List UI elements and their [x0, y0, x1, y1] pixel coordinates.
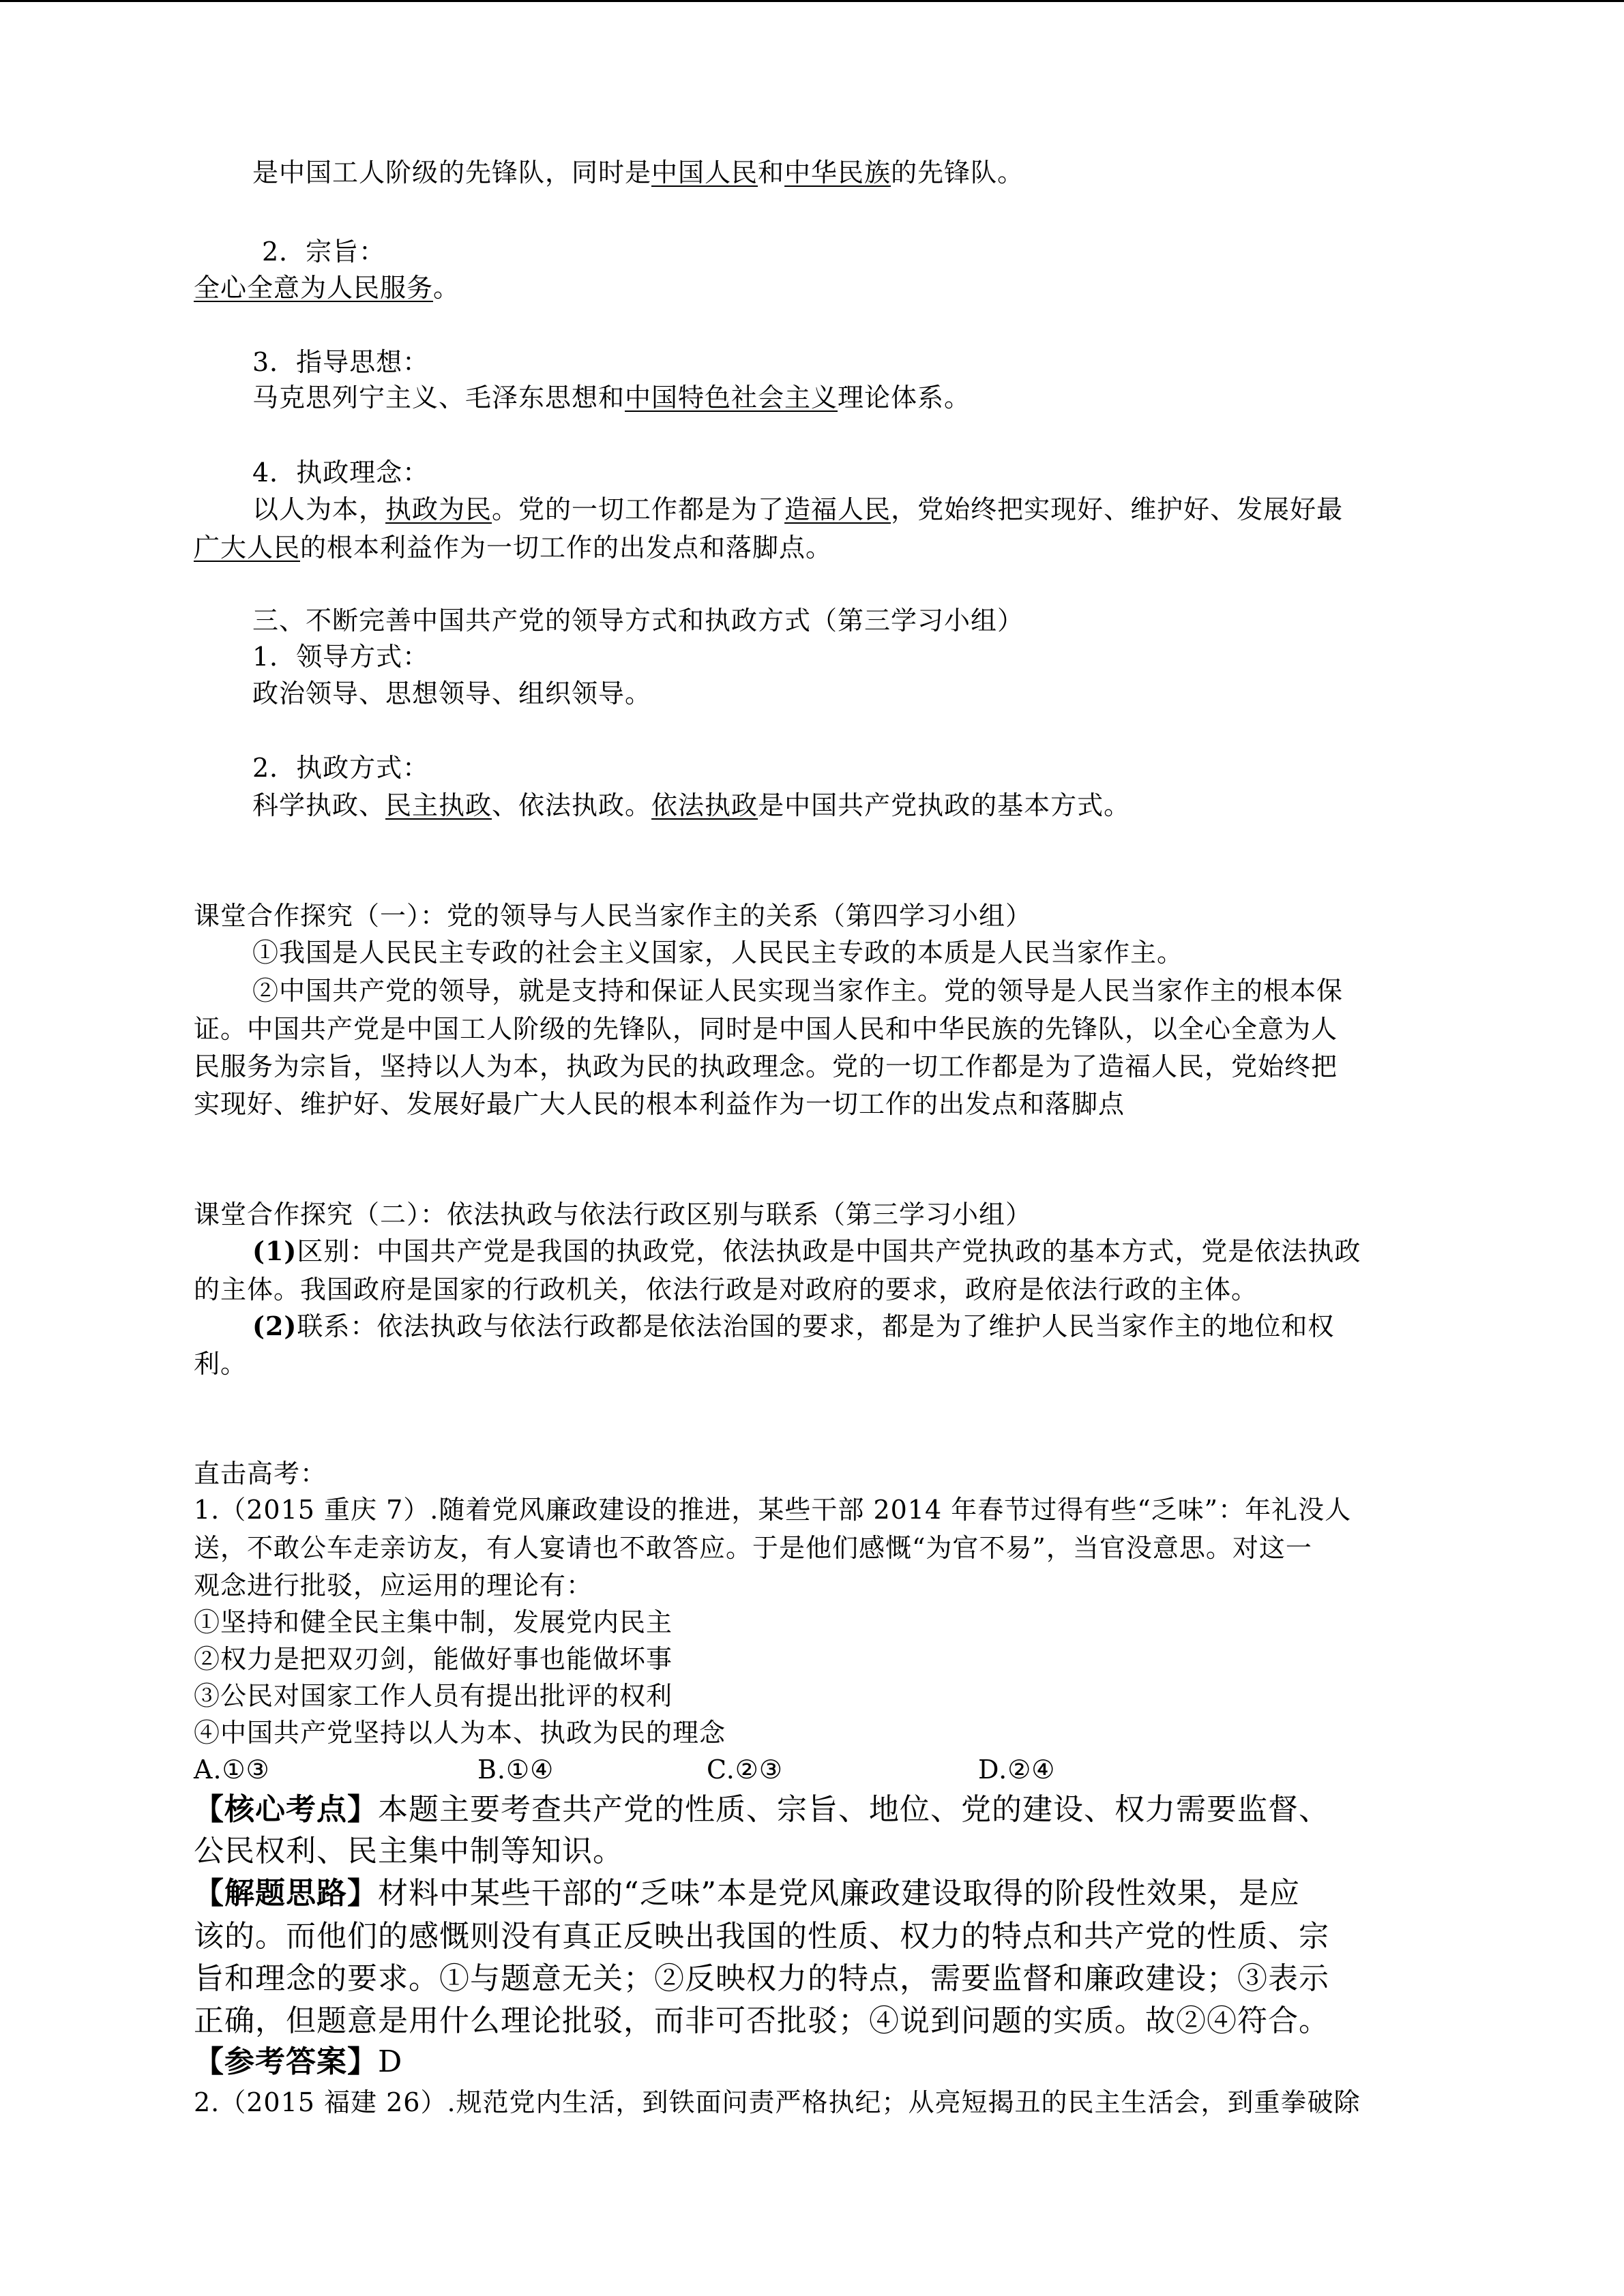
leadership-heading: 1．领导方式： — [252, 642, 430, 672]
concept-heading: 4．执政理念： — [252, 458, 430, 488]
governance-heading: 2．执政方式： — [252, 753, 430, 783]
q1-choice-d: D.②④ — [978, 1755, 1056, 1785]
inquiry-one-title: 课堂合作探究（一）：党的领导与人民当家作主的关系（第四学习小组） — [194, 901, 1033, 931]
nature-line: 是中国工人阶级的先锋队，同时是中国人民和中华民族的先锋队。 — [252, 158, 1024, 188]
q2-line1: 2.（2015 福建 26）.规范党内生活，到铁面问责严格执纪；从亮短揭丑的民主生活会，到重拳破除 — [194, 2087, 1361, 2117]
q1-choice-c: C.②③ — [707, 1755, 783, 1785]
concept-line-2: 广大人民的根本利益作为一切工作的出发点和落脚点。 — [194, 533, 833, 563]
q1-choice-b: B.①④ — [477, 1755, 555, 1785]
reference-answer: 【参考答案】D — [194, 2044, 403, 2079]
q1-choice-a: A.①③ — [194, 1755, 270, 1785]
inquiry-two-diff-line1: (1)区别：中国共产党是我国的执政党，依法执政是中国共产党执政的基本方式，党是依法执政 — [252, 1236, 1361, 1266]
inquiry-one-p1: ①我国是人民民主专政的社会主义国家，人民民主专政的本质是人民当家作主。 — [252, 938, 1184, 968]
section-three-title: 三、不断完善中国共产党的领导方式和执政方式（第三学习小组） — [252, 606, 1024, 636]
core-point-line2: 公民权利、民主集中制等知识。 — [194, 1834, 623, 1868]
leadership-text: 政治领导、思想领导、组织领导。 — [252, 679, 652, 709]
q1-line3: 观念进行批驳，应运用的理论有： — [194, 1570, 593, 1600]
q1-line2: 送，不敢公车走亲访友，有人宴请也不敢答应。于是他们感慨“为官不易”，当官没意思。对这一 — [194, 1533, 1312, 1563]
exam-title: 直击高考： — [194, 1459, 327, 1489]
inquiry-one-p2-line3: 民服务为宗旨，坚持以人为本，执政为民的执政理念。党的一切工作都是为了造福人民，党始终把 — [194, 1052, 1338, 1082]
top-border — [0, 0, 1624, 2]
q1-line1: 1.（2015 重庆 7）.随着党风廉政建设的推进，某些干部 2014 年春节过得有些“乏味”：年礼没人 — [194, 1495, 1352, 1525]
q1-option-4: ④中国共产党坚持以人为本、执政为民的理念 — [194, 1718, 726, 1748]
governance-text: 科学执政、民主执政、依法执政。依法执政是中国共产党执政的基本方式。 — [252, 790, 1131, 820]
q1-option-2: ②权力是把双刃剑，能做好事也能做坏事 — [194, 1644, 673, 1674]
guiding-text: 马克思列宁主义、毛泽东思想和中国特色社会主义理论体系。 — [252, 383, 971, 413]
inquiry-two-diff-line2: 的主体。我国政府是国家的行政机关，依法行政是对政府的要求，政府是依法行政的主体。 — [194, 1274, 1258, 1304]
inquiry-two-title: 课堂合作探究（二）：依法执政与依法行政区别与联系（第三学习小组） — [194, 1199, 1033, 1229]
inquiry-one-p2-line2: 证。中国共产党是中国工人阶级的先锋队，同时是中国人民和中华民族的先锋队，以全心全意为人 — [194, 1014, 1338, 1044]
solution-idea-line2: 该的。而他们的感慨则没有真正反映出我国的性质、权力的特点和共产党的性质、宗 — [194, 1919, 1329, 1954]
q1-option-1: ①坚持和健全民主集中制，发展党内民主 — [194, 1607, 673, 1637]
inquiry-one-p2-line1: ②中国共产党的领导，就是支持和保证人民实现当家作主。党的领导是人民当家作主的根本保 — [252, 976, 1344, 1006]
inquiry-one-p2-line4: 实现好、维护好、发展好最广大人民的根本利益作为一切工作的出发点和落脚点 — [194, 1089, 1125, 1119]
concept-line-1: 以人为本，执政为民。党的一切工作都是为了造福人民，党始终把实现好、维护好、发展好最 — [252, 494, 1344, 524]
q1-option-3: ③公民对国家工作人员有提出批评的权利 — [194, 1681, 673, 1711]
solution-idea-line4: 正确，但题意是用什么理论批驳，而非可否批驳；④说到问题的实质。故②④符合。 — [194, 2003, 1329, 2038]
solution-idea-line3: 旨和理念的要求。①与题意无关；②反映权力的特点，需要监督和廉政建设；③表示 — [194, 1961, 1329, 1996]
solution-idea-line1: 【解题思路】材料中某些干部的“乏味”本是党风廉政建设取得的阶段性效果，是应 — [194, 1876, 1300, 1911]
inquiry-two-link-line2: 利。 — [194, 1349, 248, 1379]
guiding-heading: 3．指导思想： — [252, 347, 430, 377]
purpose-heading: 2．宗旨： — [262, 237, 386, 267]
inquiry-two-link-line1: (2)联系：依法执政与依法行政都是依法治国的要求，都是为了维护人民当家作主的地位和权 — [252, 1311, 1335, 1341]
purpose-text: 全心全意为人民服务。 — [194, 273, 460, 303]
core-point-line1: 【核心考点】本题主要考查共产党的性质、宗旨、地位、党的建设、权力需要监督、 — [194, 1792, 1329, 1827]
